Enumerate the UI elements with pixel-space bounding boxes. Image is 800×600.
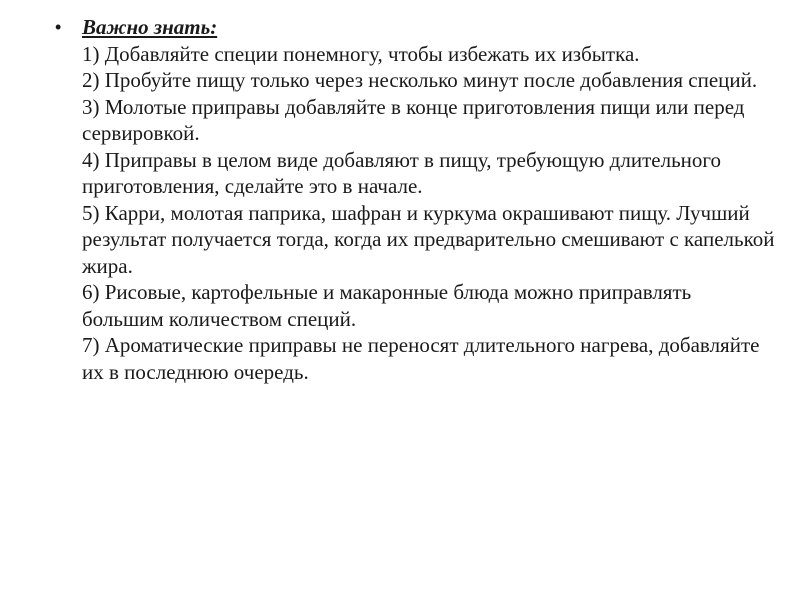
list-item: 6) Рисовые, картофельные и макаронные блюда можно приправлять большим количеством специй.: [82, 280, 692, 331]
list-item: 7) Ароматические приправы не переносят длительного нагрева, добавляйте их в последнюю очередь.: [82, 333, 760, 384]
bullet-content: [82, 14, 775, 385]
bullet-icon: •: [55, 17, 62, 37]
bullet-list: [55, 14, 775, 385]
heading: Важно знать:: [82, 15, 218, 39]
list-item: 3) Молотые приправы добавляйте в конце приготовления пищи или перед сервировкой.: [82, 94, 745, 145]
list-item: 5) Карри, молотая паприка, шафран и куркума окрашивают пищу. Лучший результат получается тогда, когда их предварительно смешивают с капелькой жира.: [82, 200, 775, 278]
list-item: 4) Приправы в целом виде добавляют в пищу, требующую длительного приготовления, сделайте это в начале.: [82, 147, 721, 198]
list-item: 2) Пробуйте пищу только через несколько минут после добавления специй.: [82, 68, 758, 92]
list-item: 1) Добавляйте специи понемногу, чтобы избежать их избытка.: [82, 41, 640, 66]
